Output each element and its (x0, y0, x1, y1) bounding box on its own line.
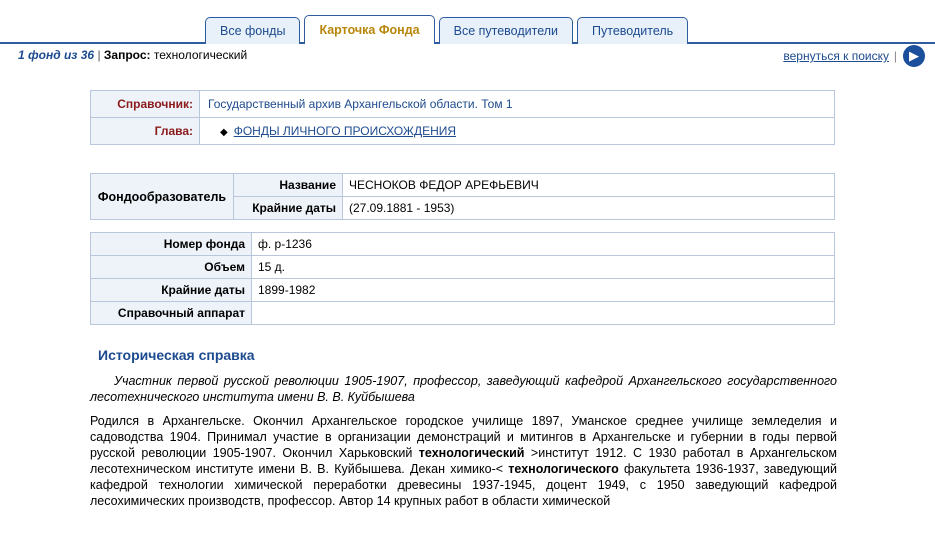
table-row (91, 256, 835, 279)
reference-row (91, 91, 835, 118)
reference-block (90, 90, 835, 145)
fond-properties-block (90, 232, 835, 325)
diamond-bullet-icon: ◆ (220, 127, 228, 138)
historical-note-title: Историческая справка (98, 347, 255, 363)
tab-guide[interactable]: Путеводитель (577, 17, 688, 44)
table-row (91, 233, 835, 256)
arrow-right-icon[interactable]: ▶ (903, 45, 925, 67)
query-label: Запрос: (103, 48, 151, 62)
table-row (91, 279, 835, 302)
fond-number-label: Номер фонда (91, 233, 252, 256)
tab-fond-card[interactable]: Карточка Фонда (304, 15, 434, 44)
fond-number-value: ф. р-1236 (252, 233, 835, 256)
historical-note-body (90, 413, 837, 509)
chapter-label: Глава: (91, 118, 200, 145)
historical-body-part-2: >институт 1912. С 1930 работал в Архангельском лесотехническом институте имени В. В. Куйбышева. Декан химико-< (90, 446, 837, 476)
query-separator: | (97, 48, 101, 62)
result-count: 1 фонд из 36 (18, 48, 95, 62)
table-row (91, 302, 835, 325)
tab-bar (0, 0, 935, 44)
historical-body-part-1: Родился в Архангельске. Окончил Архангельское городское училище 1897, Уманское среднее училище земледелия и садоводства 1904. Принимал участие в организации демонстраций и митингов в Архангельске и губернии в годы первой русской революции 1905-1907. Окончил Харьковский (90, 414, 837, 460)
reference-label: Справочник: (91, 91, 200, 118)
chapter-link[interactable]: ФОНДЫ ЛИЧНОГО ПРОИСХОЖДЕНИЯ (233, 124, 457, 138)
creator-dates-value: (27.09.1881 - 1953) (343, 197, 835, 220)
historical-note-lead: Участник первой русской революции 1905-1907, профессор, заведующий кафедрой Архангельского государственного лесотехнического института имени В. В. Куйбышева (90, 374, 837, 404)
historical-highlight-2: технологического (508, 462, 619, 476)
fond-volume-value: 15 д. (252, 256, 835, 279)
historical-highlight-1: технологический (418, 446, 525, 460)
fond-apparatus-label: Справочный аппарат (91, 302, 252, 325)
creator-group-label: Фондообразователь (91, 174, 234, 220)
reference-value: Государственный архив Архангельской области. Том 1 (200, 91, 835, 118)
historical-body-part-3: факультета 1936-1937, заведующий кафедрой технологии химической переработки древесины 1937-1945, доцент 1949, с 1950 заведующий кафедрой лесохимических производств, профессор. Автор 14 крупных работ в области химической (90, 462, 837, 508)
chapter-row (91, 118, 835, 145)
historical-note (90, 347, 837, 509)
back-to-search-link[interactable]: вернуться к поиску (783, 49, 889, 63)
back-separator: | (893, 49, 897, 63)
creator-name-value: ЧЕСНОКОВ ФЕДОР АРЕФЬЕВИЧ (343, 174, 835, 197)
query-summary-bar (0, 44, 935, 68)
fond-apparatus-value (252, 302, 835, 325)
tab-all-fonds[interactable]: Все фонды (205, 17, 300, 44)
tab-all-guides[interactable]: Все путеводители (439, 17, 573, 44)
chapter-value-cell (200, 118, 835, 145)
fond-volume-label: Объем (91, 256, 252, 279)
fond-dates-label: Крайние даты (91, 279, 252, 302)
fond-dates-value: 1899-1982 (252, 279, 835, 302)
query-value: технологический (153, 48, 248, 62)
creator-row-name (91, 174, 835, 197)
creator-name-label: Название (234, 174, 343, 197)
creator-dates-label: Крайние даты (234, 197, 343, 220)
fond-card-content (0, 90, 935, 509)
creator-block (90, 173, 835, 220)
